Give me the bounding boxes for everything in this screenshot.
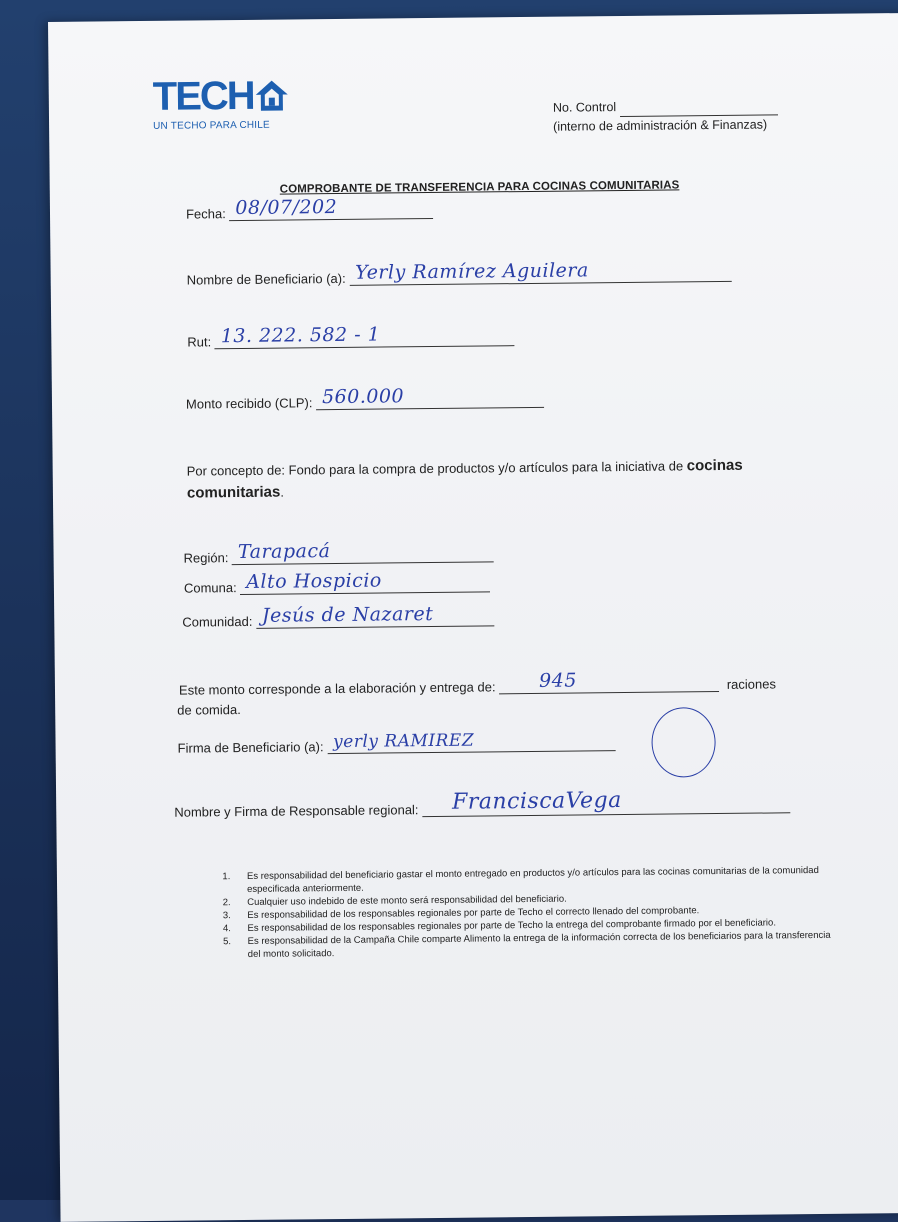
concepto-bold-comunitarias: comunitarias xyxy=(186,483,281,502)
raciones-value: 945 xyxy=(538,669,577,692)
monto-label: Monto recibido (CLP): xyxy=(185,395,313,412)
firma-responsable-signature: FranciscaVega xyxy=(451,788,622,815)
rut-label: Rut: xyxy=(187,334,212,350)
house-icon xyxy=(254,78,288,112)
comunidad-row xyxy=(182,602,494,630)
region-label: Región: xyxy=(183,550,229,566)
concepto-end: . xyxy=(280,484,285,500)
notes-list xyxy=(205,864,846,962)
firma-responsable-label: Nombre y Firma de Responsable regional: xyxy=(174,802,419,820)
rut-row xyxy=(187,323,515,350)
document-page xyxy=(48,13,898,1222)
region-row xyxy=(183,540,495,566)
nombre-value: Yerly Ramírez Aguilera xyxy=(355,259,589,284)
raciones-row xyxy=(178,669,776,698)
region-field xyxy=(232,540,494,565)
fecha-field xyxy=(229,195,433,221)
logo-wordmark xyxy=(152,73,289,119)
raciones-text: Este monto corresponde a la elaboración y entrega de: xyxy=(178,679,496,698)
raciones-field xyxy=(499,669,719,694)
comuna-row xyxy=(183,569,491,596)
signature-flourish xyxy=(651,707,716,778)
firma-responsable-row xyxy=(174,788,790,820)
document-title: COMPROBANTE DE TRANSFERENCIA PARA COCINAS COMUNITARIAS xyxy=(279,179,680,196)
note-item: 1. Es responsabilidad del beneficiario gastar el monto entregado en productos y/o artículos para las cocinas comunitarias de la comunidad especificada anteriormente. xyxy=(233,864,845,896)
note-item: 5. Es responsabilidad de la Campaña Chile comparte Alimento la entrega de la información correcta de los beneficiarios para la transferencia del monto solicitado. xyxy=(234,929,846,961)
raciones-line2: de comida. xyxy=(177,702,241,718)
nombre-field xyxy=(349,259,731,286)
fecha-label: Fecha: xyxy=(185,206,226,222)
nombre-row xyxy=(186,259,732,288)
note-item: 3. Es responsabilidad de los responsables regionales por parte de Techo el correcto llenado del comprobante. xyxy=(233,903,845,922)
firma-beneficiario-field xyxy=(327,730,615,754)
control-number xyxy=(553,96,778,136)
monto-row xyxy=(185,385,544,412)
comuna-field xyxy=(240,569,490,595)
monto-value: 560.000 xyxy=(321,385,405,409)
firma-responsable-field xyxy=(422,788,790,817)
note-item: 4. Es responsabilidad de los responsables regionales por parte de Techo la entrega del comprobante firmado por el beneficiario. xyxy=(233,916,845,935)
techo-logo xyxy=(153,75,289,131)
logo-subtitle: UN TECHO PARA CHILE xyxy=(153,119,270,132)
concepto-paragraph xyxy=(187,454,827,505)
firma-beneficiario-label: Firma de Beneficiario (a): xyxy=(177,739,324,756)
comunidad-label: Comunidad: xyxy=(182,613,253,630)
nombre-label: Nombre de Beneficiario (a): xyxy=(186,270,346,288)
note-item: 2. Cualquier uso indebido de este monto será responsabilidad del beneficiario. xyxy=(233,890,845,909)
concepto-bold-cocinas: cocinas xyxy=(686,456,743,475)
monto-field xyxy=(316,385,544,410)
region-value: Tarapacá xyxy=(237,540,331,564)
control-label: No. Control xyxy=(552,100,617,115)
comunidad-field xyxy=(256,602,494,628)
rut-value: 13. 222. 582 - 1 xyxy=(220,323,381,348)
rut-field xyxy=(215,323,515,349)
comuna-value: Alto Hospicio xyxy=(246,569,382,593)
fecha-row xyxy=(185,195,434,222)
logo-word: TECH xyxy=(152,73,254,119)
raciones-suffix: raciones xyxy=(726,676,776,692)
comunidad-value: Jesús de Nazaret xyxy=(261,602,434,627)
firma-beneficiario-signature: yerly RAMIREZ xyxy=(333,730,475,753)
control-note: (interno de administración & Finanzas) xyxy=(553,117,768,134)
concepto-text: Por concepto de: Fondo para la compra de productos y/o artículos para la iniciativa de xyxy=(186,458,684,479)
firma-beneficiario-row xyxy=(177,730,616,756)
fecha-value: 08/07/202 xyxy=(235,195,338,220)
comuna-label: Comuna: xyxy=(183,580,237,596)
